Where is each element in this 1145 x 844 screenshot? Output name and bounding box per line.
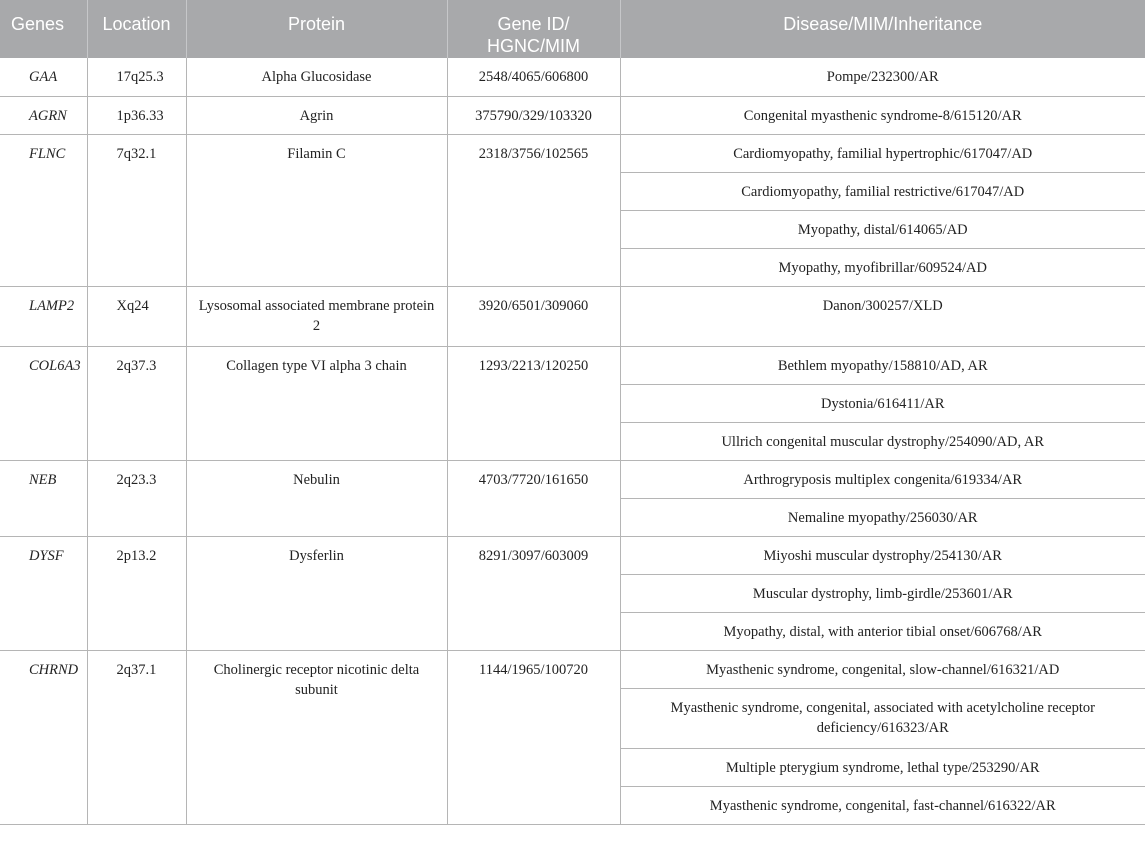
table-row: [0, 58, 1145, 96]
disease-cell: Ullrich congenital muscular dystrophy/254090/AD, AR: [620, 422, 1145, 460]
gene-cell: NEB: [0, 460, 87, 536]
disease-cell: Pompe/232300/AR: [620, 58, 1145, 96]
protein-cell: Collagen type VI alpha 3 chain: [186, 346, 447, 460]
disease-cell: Nemaline myopathy/256030/AR: [620, 498, 1145, 536]
table-row: [0, 286, 1145, 346]
table-row: [0, 96, 1145, 134]
disease-cell: Bethlem myopathy/158810/AD, AR: [620, 346, 1145, 384]
gene-cell: COL6A3: [0, 346, 87, 460]
gene-cell: GAA: [0, 58, 87, 96]
disease-cell: Muscular dystrophy, limb-girdle/253601/AR: [620, 574, 1145, 612]
ids-cell: 1144/1965/100720: [447, 650, 620, 824]
ids-cell: 375790/329/103320: [447, 96, 620, 134]
header-row: [0, 0, 1145, 58]
table-row: [0, 346, 1145, 384]
header-genes: Genes: [0, 0, 87, 58]
ids-cell: 8291/3097/603009: [447, 536, 620, 650]
table-row: [0, 536, 1145, 574]
protein-cell: Dysferlin: [186, 536, 447, 650]
disease-cell: Multiple pterygium syndrome, lethal type/253290/AR: [620, 748, 1145, 786]
table-row: [0, 134, 1145, 172]
location-cell: Xq24: [87, 286, 186, 346]
disease-cell: Myasthenic syndrome, congenital, fast-channel/616322/AR: [620, 786, 1145, 824]
location-cell: 1p36.33: [87, 96, 186, 134]
header-disease: Disease/MIM/Inheritance: [620, 0, 1145, 58]
location-cell: 2q37.3: [87, 346, 186, 460]
location-cell: 7q32.1: [87, 134, 186, 286]
protein-cell: Agrin: [186, 96, 447, 134]
protein-cell: Alpha Glucosidase: [186, 58, 447, 96]
disease-cell: Cardiomyopathy, familial restrictive/617047/AD: [620, 172, 1145, 210]
disease-cell: Myopathy, myofibrillar/609524/AD: [620, 248, 1145, 286]
disease-cell: Arthrogryposis multiplex congenita/619334/AR: [620, 460, 1145, 498]
header-protein: Protein: [186, 0, 447, 58]
location-cell: 2q37.1: [87, 650, 186, 824]
gene-cell: FLNC: [0, 134, 87, 286]
protein-cell: Lysosomal associated membrane protein 2: [186, 286, 447, 346]
disease-cell: Danon/300257/XLD: [620, 286, 1145, 346]
disease-cell: Miyoshi muscular dystrophy/254130/AR: [620, 536, 1145, 574]
table-row: [0, 650, 1145, 688]
disease-cell: Congenital myasthenic syndrome-8/615120/AR: [620, 96, 1145, 134]
header-gene-id: Gene ID/ HGNC/MIM: [447, 0, 620, 58]
location-cell: 17q25.3: [87, 58, 186, 96]
disease-cell: Myasthenic syndrome, congenital, associated with acetylcholine receptor deficiency/616323/AR: [620, 688, 1145, 748]
disease-cell: Myopathy, distal, with anterior tibial onset/606768/AR: [620, 612, 1145, 650]
table-body: [0, 58, 1145, 824]
protein-cell: Nebulin: [186, 460, 447, 536]
gene-cell: AGRN: [0, 96, 87, 134]
disease-cell: Myopathy, distal/614065/AD: [620, 210, 1145, 248]
ids-cell: 4703/7720/161650: [447, 460, 620, 536]
ids-cell: 3920/6501/309060: [447, 286, 620, 346]
header-location: Location: [87, 0, 186, 58]
ids-cell: 2548/4065/606800: [447, 58, 620, 96]
disease-cell: Dystonia/616411/AR: [620, 384, 1145, 422]
protein-cell: Filamin C: [186, 134, 447, 286]
disease-cell: Cardiomyopathy, familial hypertrophic/617047/AD: [620, 134, 1145, 172]
gene-cell: LAMP2: [0, 286, 87, 346]
ids-cell: 2318/3756/102565: [447, 134, 620, 286]
location-cell: 2q23.3: [87, 460, 186, 536]
disease-cell: Myasthenic syndrome, congenital, slow-channel/616321/AD: [620, 650, 1145, 688]
gene-cell: DYSF: [0, 536, 87, 650]
location-cell: 2p13.2: [87, 536, 186, 650]
protein-cell: Cholinergic receptor nicotinic delta subunit: [186, 650, 447, 824]
table-row: [0, 460, 1145, 498]
ids-cell: 1293/2213/120250: [447, 346, 620, 460]
gene-cell: CHRND: [0, 650, 87, 824]
